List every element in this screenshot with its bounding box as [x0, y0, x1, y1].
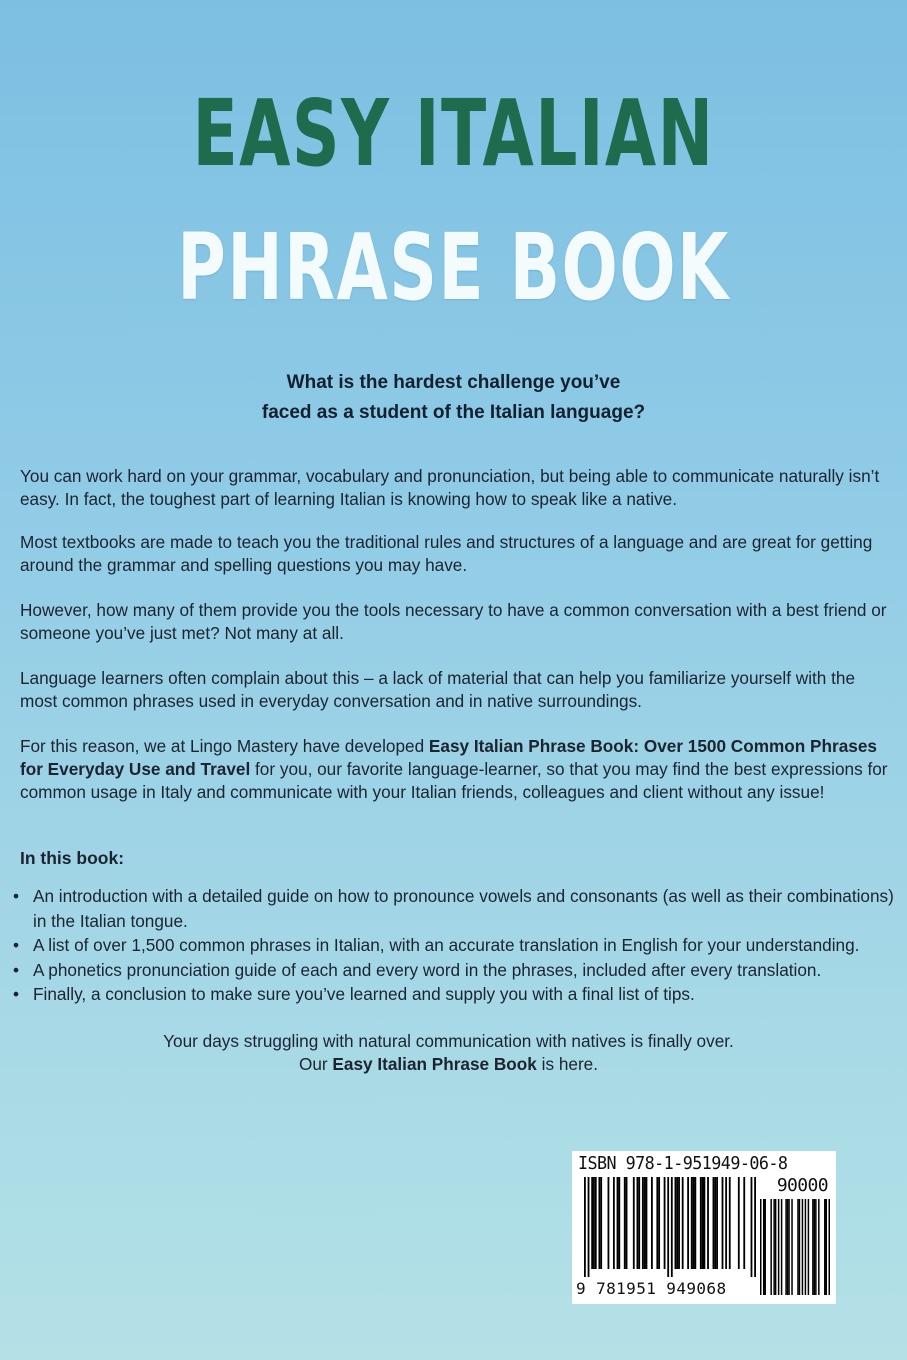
ean13-bar: [713, 1177, 715, 1269]
ean13-bar: [703, 1177, 705, 1269]
ean13-bar: [624, 1177, 626, 1269]
addon-bar: [781, 1199, 782, 1295]
paragraph-1: [20, 465, 890, 511]
in-this-book-heading: In this book:: [20, 848, 125, 868]
addon-bar: [760, 1199, 761, 1295]
ean13-bar: [671, 1177, 673, 1277]
ean13-bar: [707, 1177, 709, 1269]
isbn-barcode: [572, 1151, 836, 1304]
book-title-line2: PHRASE BOOK: [177, 214, 730, 321]
question-line1: What is the hardest challenge you’ve: [286, 372, 621, 393]
ean13-bar: [751, 1177, 753, 1277]
ean13-bar: [743, 1177, 745, 1269]
ean13-bar: [644, 1177, 646, 1269]
addon-bar: [787, 1199, 788, 1295]
addon-bar: [829, 1199, 830, 1295]
feature-list-item: • A phonetics pronunciation guide of each and every word in the phrases, included after every translation.: [0, 958, 900, 983]
feature-list-item: • A list of over 1,500 common phrases in Italian, with an accurate translation in English for your understanding.: [0, 933, 900, 958]
addon-bar: [805, 1199, 806, 1295]
ean13-bar: [676, 1177, 678, 1269]
ean13-bar: [729, 1177, 731, 1269]
closing-line2-start: Our: [298, 1054, 333, 1074]
ean13-bar: [722, 1177, 724, 1269]
ean13-bar: [716, 1177, 718, 1269]
ean13-bar: [656, 1177, 658, 1269]
ean13-bar: [638, 1177, 640, 1269]
addon-bar: [770, 1199, 771, 1295]
feature-list-item: • An introduction with a detailed guide on how to pronounce vowels and consonants (as well as their combinations) in the Italian tongue.: [0, 884, 900, 933]
paragraph-5-rest: for you, our favorite language-learner, so that you may find the best expressions for common usage in Italy and communicate with your Italian friends, colleagues and client without any issue!: [20, 759, 888, 802]
addon-bar: [812, 1199, 813, 1295]
addon-bar: [797, 1199, 798, 1295]
ean13-bar: [693, 1177, 695, 1269]
ean13-bar: [642, 1177, 644, 1269]
ean13-bar: [637, 1177, 639, 1269]
addon-bar: [791, 1199, 792, 1295]
paragraph-1-text: You can work hard on your grammar, vocabulary and pronunciation, but being able to communicate naturally isn’t easy. In fact, the toughest part of learning Italian is knowing how to speak like a native.: [20, 466, 880, 509]
ean13-bar: [591, 1177, 593, 1269]
paragraph-5: [20, 735, 890, 804]
addon-bar: [785, 1199, 786, 1295]
paragraph-4: [20, 667, 890, 713]
paragraph-3-text: However, how many of them provide you the tools necessary to have a common conversation with a best friend or someone you’ve just met? Not many at all.: [20, 600, 887, 643]
addon-bar: [764, 1199, 765, 1295]
addon-bar: [815, 1199, 816, 1295]
paragraph-5-intro: For this reason, we at Lingo Mastery have developed: [20, 736, 429, 756]
addon-bar: [788, 1199, 789, 1295]
ean13-bar: [584, 1177, 586, 1277]
addon-bar: [826, 1199, 827, 1295]
ean13-bar: [682, 1177, 684, 1269]
ean13-bar: [700, 1177, 702, 1269]
ean13-bar: [588, 1177, 590, 1277]
addon-bar: [802, 1199, 803, 1295]
addon-bar: [814, 1199, 815, 1295]
addon-bar: [773, 1199, 774, 1295]
ean13-bar: [702, 1177, 704, 1269]
ean13-bar: [687, 1177, 689, 1269]
ean13-bar: [694, 1177, 696, 1269]
ean13-bar: [658, 1177, 660, 1269]
ean13-bar: [617, 1177, 619, 1269]
ean13-bar: [691, 1177, 693, 1269]
feature-list-item: • Finally, a conclusion to make sure you’ve learned and supply you with a final list of tips.: [0, 982, 900, 1007]
ean13-bar: [618, 1177, 620, 1269]
question-heading: [0, 368, 907, 428]
paragraph-2-text: Most textbooks are made to teach you the traditional rules and structures of a language and are great for getting around the grammar and spelling questions you may have.: [20, 532, 873, 575]
isbn-number: ISBN 978-1-951949-06-8: [578, 1153, 788, 1174]
addon-bar: [818, 1199, 819, 1295]
ean13-bar: [608, 1177, 610, 1269]
addon-bars: [760, 1199, 830, 1295]
addon-bar: [778, 1199, 779, 1295]
ean13-bar: [667, 1177, 669, 1277]
ean13-bar: [613, 1177, 615, 1269]
ean13-bar: [664, 1177, 666, 1269]
closing-line1: Your days struggling with natural communication with natives is finally over.: [163, 1031, 734, 1051]
book-full-title: Easy Italian Phrase Book: Over 1500 Common Phrases for Everyday Use and Travel: [20, 736, 877, 779]
ean13-bar: [754, 1177, 756, 1277]
ean13-bar: [598, 1177, 600, 1269]
ean13-bar: [646, 1177, 648, 1269]
ean13-bar: [738, 1177, 740, 1269]
ean13-bar: [633, 1177, 635, 1269]
price-addon-number: 90000: [776, 1175, 828, 1196]
paragraph-2: [20, 531, 890, 577]
ean13-bar: [600, 1177, 602, 1269]
ean13-bars: [584, 1177, 756, 1277]
ean13-bar: [626, 1177, 628, 1269]
addon-bar: [763, 1199, 764, 1295]
ean13-bar: [725, 1177, 727, 1269]
paragraph-4-text: Language learners often complain about this – a lack of material that can help you familiarize yourself with the most common phrases used in everyday conversation and in native surroundings.: [20, 668, 856, 711]
book-title-line1: EASY ITALIAN: [192, 80, 715, 187]
closing-line2-end: is here.: [536, 1054, 598, 1074]
addon-bar: [799, 1199, 800, 1295]
ean13-bar: [595, 1177, 597, 1269]
paragraph-3: [20, 599, 890, 645]
ean-digits: 9 781951 949068: [576, 1279, 727, 1298]
closing-book-title: Easy Italian Phrase Book: [332, 1054, 537, 1074]
ean13-bar: [651, 1177, 653, 1269]
addon-bar: [775, 1199, 776, 1295]
closing-line2: [0, 1053, 897, 1076]
addon-bar: [808, 1199, 809, 1295]
addon-bar: [824, 1199, 825, 1295]
feature-list: [0, 884, 900, 1007]
closing-text: [0, 1030, 897, 1076]
paragraph-5-text: [20, 735, 890, 804]
ean13-bar: [678, 1177, 680, 1269]
ean13-bar: [714, 1177, 716, 1269]
question-line2: faced as a student of the Italian language?: [261, 402, 646, 423]
ean13-bar: [593, 1177, 595, 1269]
ean13-bar: [675, 1177, 677, 1269]
